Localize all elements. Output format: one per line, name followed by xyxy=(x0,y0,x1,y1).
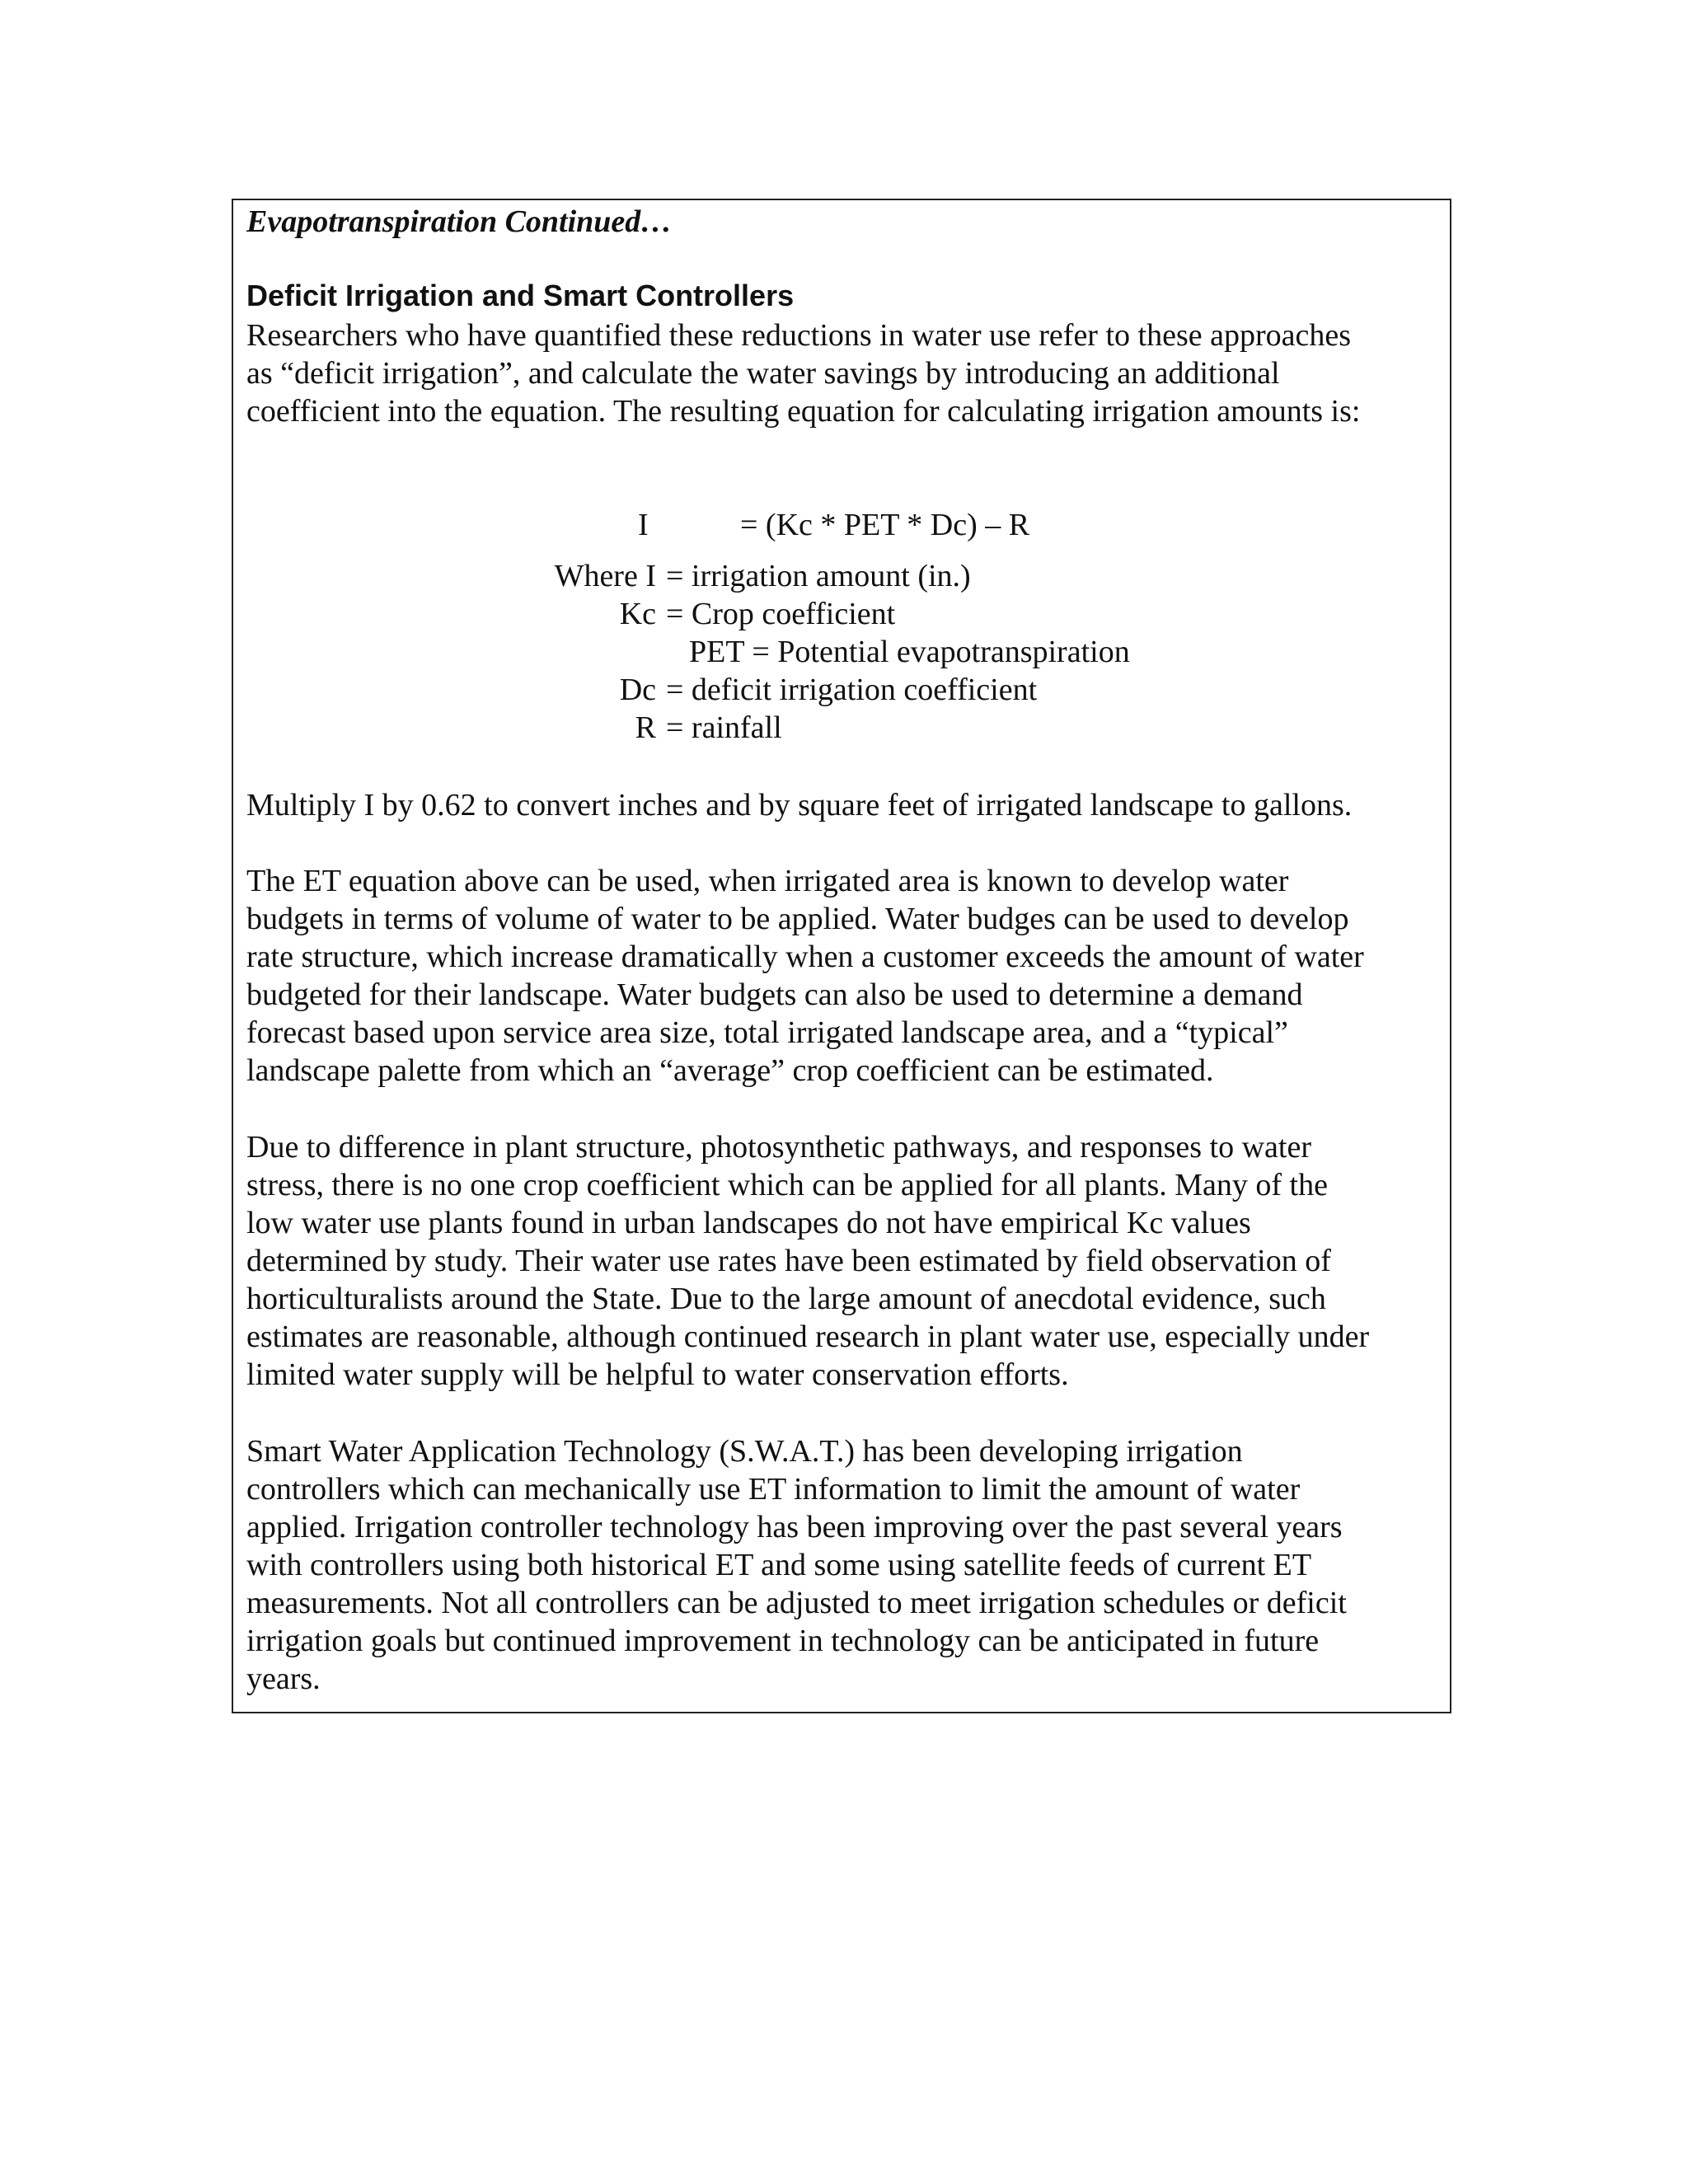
definition-meaning: = Crop coefficient xyxy=(666,597,896,631)
paragraph-line: low water use plants found in urban landscapes do not have empirical Kc values xyxy=(246,1206,1251,1240)
paragraph-line: Smart Water Application Technology (S.W.A.T.) has been developing irrigation xyxy=(246,1434,1243,1469)
paragraph-line: The ET equation above can be used, when irrigated area is known to develop water xyxy=(246,864,1289,898)
definition-meaning: PET = Potential evapotranspiration xyxy=(689,635,1130,669)
paragraph-line: horticulturalists around the State. Due to the large amount of anecdotal evidence, such xyxy=(246,1282,1326,1316)
paragraph-line: forecast based upon service area size, total irrigated landscape area, and a “typical” xyxy=(246,1015,1288,1050)
paragraph-line: stress, there is no one crop coefficient which can be applied for all plants. Many of the xyxy=(246,1168,1328,1202)
equation-lhs: I xyxy=(638,508,649,542)
paragraph-line: applied. Irrigation controller technology has been improving over the past several years xyxy=(246,1510,1343,1544)
definition-symbol: Dc xyxy=(619,673,656,707)
paragraph-line: irrigation goals but continued improvement in technology can be anticipated in future xyxy=(246,1624,1320,1658)
paragraph-line: rate structure, which increase dramatically when a customer exceeds the amount of water xyxy=(246,940,1364,974)
paragraph-line: determined by study. Their water use rates have been estimated by field observation of xyxy=(246,1244,1331,1278)
paragraph-line: with controllers using both historical ET and some using satellite feeds of current ET xyxy=(246,1548,1312,1582)
paragraph-line: limited water supply will be helpful to water conservation efforts. xyxy=(246,1357,1069,1392)
intro-line: as “deficit irrigation”, and calculate the water savings by introducing an additional xyxy=(246,356,1280,391)
equation-rhs: = (Kc * PET * Dc) – R xyxy=(740,508,1030,542)
paragraph-line: Due to difference in plant structure, photosynthetic pathways, and responses to water xyxy=(246,1130,1311,1165)
conversion-line: Multiply I by 0.62 to convert inches and by square feet of irrigated landscape to gallons. xyxy=(246,788,1353,823)
definition-symbol: R xyxy=(635,710,656,745)
paragraph-line: years. xyxy=(246,1661,321,1696)
definition-meaning: = deficit irrigation coefficient xyxy=(666,673,1038,707)
paragraph-line: budgeted for their landscape. Water budgets can also be used to determine a demand xyxy=(246,977,1303,1012)
definition-symbol: Where I xyxy=(554,559,656,593)
paragraph-line: budgets in terms of volume of water to be applied. Water budges can be used to develop xyxy=(246,902,1349,936)
paragraph-line: landscape palette from which an “average” crop coefficient can be estimated. xyxy=(246,1053,1214,1088)
paragraph-line: measurements. Not all controllers can be adjusted to meet irrigation schedules or deficit xyxy=(246,1586,1347,1620)
continued-heading: Evapotranspiration Continued… xyxy=(246,204,673,239)
paragraph-line: estimates are reasonable, although continued research in plant water use, especially under xyxy=(246,1319,1370,1354)
section-title: Deficit Irrigation and Smart Controllers xyxy=(246,279,795,312)
intro-line: Researchers who have quantified these reductions in water use refer to these approaches xyxy=(246,318,1352,353)
intro-line: coefficient into the equation. The resulting equation for calculating irrigation amounts is: xyxy=(246,394,1361,429)
paragraph-line: controllers which can mechanically use ET information to limit the amount of water xyxy=(246,1472,1301,1507)
definition-meaning: = rainfall xyxy=(666,710,782,745)
definition-symbol: Kc xyxy=(619,597,656,631)
definition-meaning: = irrigation amount (in.) xyxy=(666,559,971,593)
